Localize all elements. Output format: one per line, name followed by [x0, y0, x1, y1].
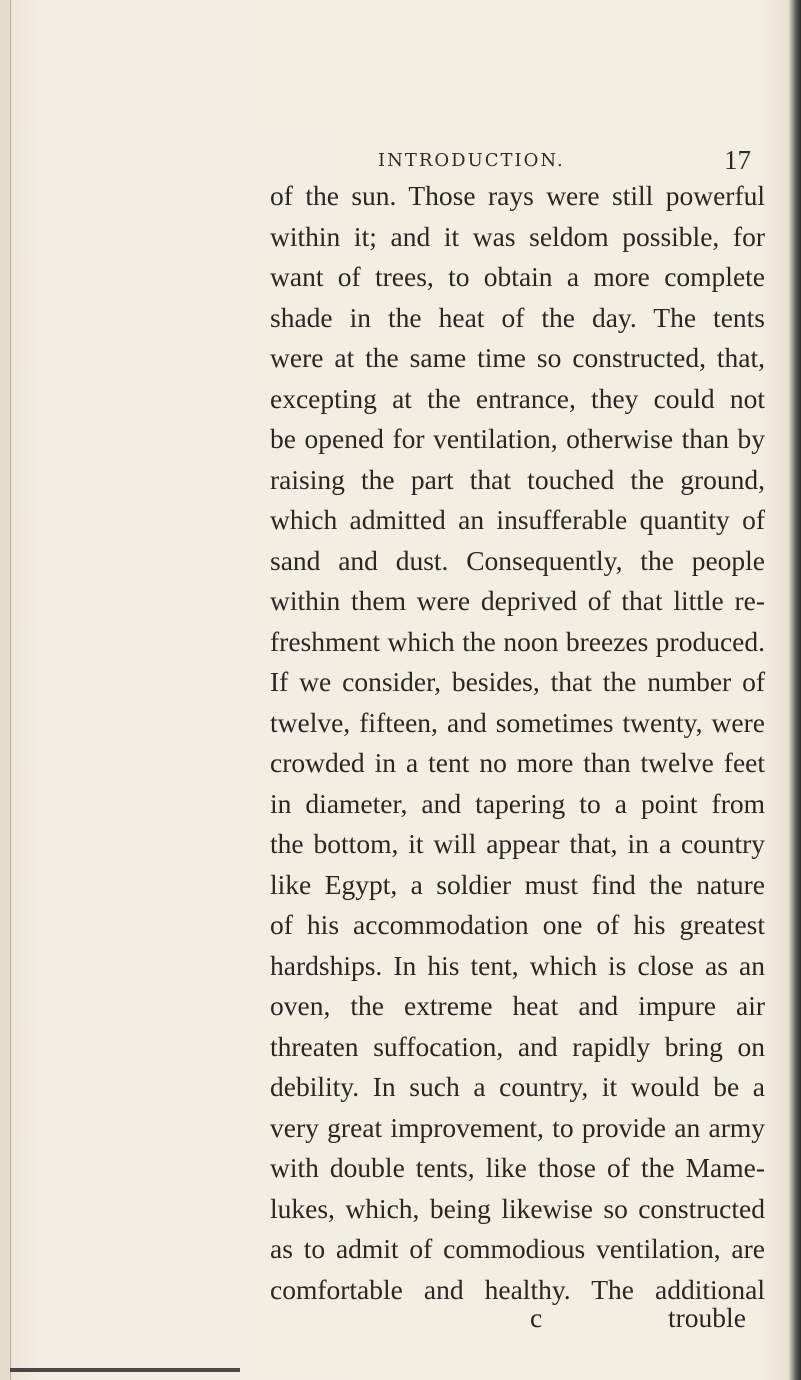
- text-line: sand and dust. Consequently, the people: [270, 544, 765, 576]
- text-line: debility. In such a country, it would be a: [270, 1071, 765, 1102]
- text-line: lukes, which, being likewise so constructed: [270, 1192, 765, 1224]
- text-line: freshment which the noon breezes produced.: [270, 625, 765, 657]
- text-line: in diameter, and tapering to a point from: [270, 787, 765, 819]
- catchword: trouble: [668, 1302, 746, 1333]
- text-line: with double tents, like those of the Mame-: [270, 1152, 765, 1183]
- text-line: twelve, fifteen, and sometimes twenty, were: [270, 706, 765, 738]
- text-line: threaten suffocation, and rapidly bring on: [270, 1030, 765, 1062]
- running-head: INTRODUCTION.: [378, 150, 565, 171]
- text-line: within them were deprived of that little re-: [270, 585, 765, 616]
- text-line: oven, the extreme heat and impure air: [270, 990, 765, 1021]
- text-line: shade in the heat of the day. The tents: [270, 301, 765, 333]
- text-line: very great improvement, to provide an army: [270, 1111, 765, 1143]
- body-text: [0, 176, 801, 1310]
- text-line: crowded in a tent no more than twelve feet: [270, 747, 765, 778]
- page-number: 17: [724, 145, 751, 175]
- text-line: the bottom, it will appear that, in a country: [270, 828, 765, 859]
- text-line: of his accommodation one of his greatest: [270, 909, 765, 940]
- text-line: were at the same time so constructed, that,: [270, 342, 765, 373]
- text-line: raising the part that touched the ground,: [270, 463, 765, 495]
- text-line: want of trees, to obtain a more complete: [270, 261, 765, 292]
- page-bottom-edge: [10, 1368, 240, 1372]
- text-line: like Egypt, a soldier must find the nature: [270, 868, 765, 900]
- text-line: which admitted an insufferable quantity of: [270, 504, 765, 535]
- signature-mark: c: [530, 1302, 543, 1333]
- text-line: as to admit of commodious ventilation, are: [270, 1233, 765, 1264]
- text-line: comfortable and healthy. The additional: [270, 1273, 765, 1305]
- text-line: excepting at the entrance, they could not: [270, 382, 765, 414]
- text-line: hardships. In his tent, which is close as an: [270, 949, 765, 981]
- text-line: of the sun. Those rays were still powerful: [270, 180, 765, 211]
- text-line: within it; and it was seldom possible, for: [270, 220, 765, 252]
- text-line: be opened for ventilation, otherwise than by: [270, 423, 765, 454]
- text-line: If we consider, besides, that the number of: [270, 666, 765, 697]
